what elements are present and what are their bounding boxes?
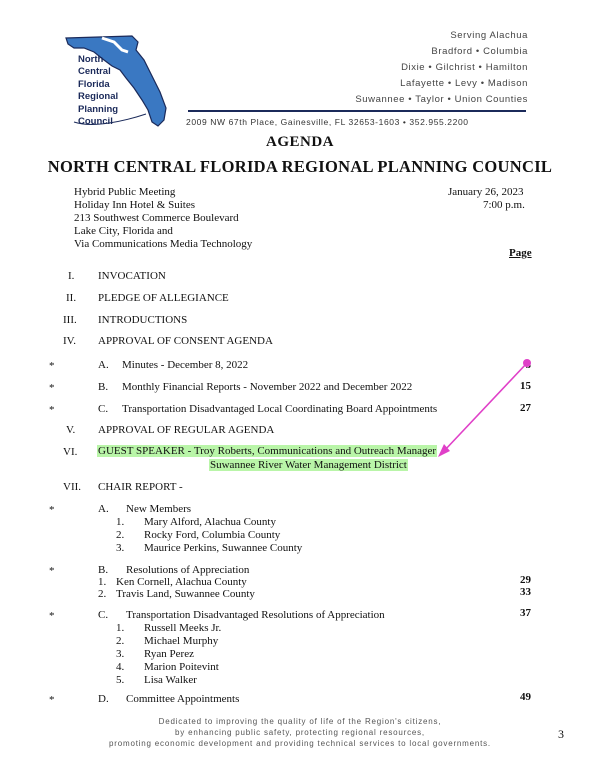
sub-item: Travis Land, Suwannee County bbox=[116, 588, 255, 600]
sub-number: 5. bbox=[116, 674, 125, 686]
page-ref: 33 bbox=[520, 586, 531, 598]
meeting-line: Hybrid Public Meeting bbox=[74, 186, 176, 198]
guest-speaker-organization: Suwannee River Water Management District bbox=[210, 459, 407, 471]
agenda-item-consent: APPROVAL OF CONSENT AGENDA bbox=[98, 335, 273, 347]
agenda-item-invocation: INVOCATION bbox=[98, 270, 166, 282]
consent-marker: * bbox=[49, 504, 55, 516]
footer-mission-statement: Dedicated to improving the quality of life of the Region's citizens, by enhancing public safety, protecting regional resources, promoting economic development and providing technical services to local governments. bbox=[109, 717, 491, 748]
agenda-item-introductions: INTRODUCTIONS bbox=[98, 314, 188, 326]
item-letter: C. bbox=[98, 403, 109, 415]
serving-line: Dixie • Gilchrist • Hamilton bbox=[401, 62, 528, 73]
sub-item: Michael Murphy bbox=[144, 635, 219, 647]
item-letter: A. bbox=[98, 503, 109, 515]
page-column-header: Page bbox=[509, 247, 532, 259]
sub-item: Mary Alford, Alachua County bbox=[144, 516, 276, 528]
consent-marker: * bbox=[49, 382, 55, 394]
page-ref: 49 bbox=[520, 691, 531, 703]
sub-number: 2. bbox=[98, 588, 107, 600]
sub-number: 1. bbox=[116, 516, 125, 528]
meeting-line: Via Communications Media Technology bbox=[74, 238, 253, 250]
letterhead-divider bbox=[188, 110, 526, 112]
agenda-item-resolutions: Resolutions of Appreciation bbox=[126, 564, 250, 576]
consent-marker: * bbox=[49, 404, 55, 416]
item-letter: B. bbox=[98, 381, 109, 393]
agenda-item-regular: APPROVAL OF REGULAR AGENDA bbox=[98, 424, 275, 436]
sub-item: Rocky Ford, Columbia County bbox=[144, 529, 281, 541]
meeting-line: Lake City, Florida and bbox=[74, 225, 173, 237]
item-number: IV. bbox=[63, 335, 76, 347]
page-ref: 27 bbox=[520, 402, 531, 414]
page-ref: 29 bbox=[520, 574, 531, 586]
sub-number: 3. bbox=[116, 648, 125, 660]
sub-item: Lisa Walker bbox=[144, 674, 197, 686]
consent-marker: * bbox=[49, 360, 55, 372]
page-ref: 15 bbox=[520, 380, 531, 392]
sub-number: 4. bbox=[116, 661, 125, 673]
item-letter: B. bbox=[98, 564, 109, 576]
serving-line: Lafayette • Levy • Madison bbox=[400, 78, 528, 89]
item-letter: C. bbox=[98, 609, 109, 621]
agenda-title: AGENDA bbox=[265, 134, 334, 150]
sub-item: Maurice Perkins, Suwannee County bbox=[144, 542, 303, 554]
page-ref: 37 bbox=[520, 607, 531, 619]
consent-marker: * bbox=[49, 694, 55, 706]
sub-item: Ryan Perez bbox=[144, 648, 194, 660]
agenda-item-new-members: New Members bbox=[126, 503, 192, 515]
item-letter: A. bbox=[98, 359, 109, 371]
sub-number: 2. bbox=[116, 635, 125, 647]
agenda-item-guest-speaker: GUEST SPEAKER - Troy Roberts, Communications and Outreach Manager bbox=[98, 445, 437, 457]
sub-number: 2. bbox=[116, 529, 125, 541]
item-number: I. bbox=[68, 270, 75, 282]
serving-line: Bradford • Columbia bbox=[431, 46, 528, 57]
agenda-item-chair-report: CHAIR REPORT - bbox=[98, 481, 183, 493]
item-letter: D. bbox=[98, 693, 109, 705]
council-logo-text: North Central Florida Regional Planning Council bbox=[78, 54, 119, 128]
council-title: NORTH CENTRAL FLORIDA REGIONAL PLANNING COUNCIL bbox=[47, 157, 553, 176]
agenda-item-td-resolutions: Transportation Disadvantaged Resolutions of Appreciation bbox=[126, 609, 385, 621]
sub-item: Marion Poitevint bbox=[144, 661, 219, 673]
item-number: VII. bbox=[63, 481, 82, 493]
item-number: V. bbox=[66, 424, 76, 436]
serving-line: Suwannee • Taylor • Union Counties bbox=[355, 94, 528, 105]
sub-item: Russell Meeks Jr. bbox=[144, 622, 222, 634]
sub-number: 1. bbox=[116, 622, 125, 634]
item-number: VI. bbox=[63, 446, 78, 458]
consent-marker: * bbox=[49, 610, 55, 622]
item-number: III. bbox=[63, 314, 77, 326]
sub-number: 3. bbox=[116, 542, 125, 554]
item-number: II. bbox=[66, 292, 77, 304]
sub-item: Ken Cornell, Alachua County bbox=[116, 576, 247, 588]
sub-number: 1. bbox=[98, 576, 107, 588]
agenda-item-minutes: Minutes - December 8, 2022 bbox=[122, 359, 249, 371]
serving-line: Serving Alachua bbox=[450, 30, 528, 41]
annotation-arrow-icon bbox=[420, 350, 540, 465]
agenda-item-committee-appointments: Committee Appointments bbox=[126, 693, 240, 705]
agenda-item-pledge: PLEDGE OF ALLEGIANCE bbox=[98, 292, 229, 304]
meeting-time: 7:00 p.m. bbox=[483, 199, 525, 211]
page-number: 3 bbox=[558, 727, 564, 741]
meeting-date: January 26, 2023 bbox=[448, 186, 524, 198]
meeting-line: 213 Southwest Commerce Boulevard bbox=[74, 212, 239, 224]
council-address: 2009 NW 67th Place, Gainesville, FL 32653-1603 • 352.955.2200 bbox=[186, 117, 469, 127]
agenda-item-financial-reports: Monthly Financial Reports - November 2022 and December 2022 bbox=[122, 381, 413, 393]
agenda-item-td-lcb-appointments: Transportation Disadvantaged Local Coordinating Board Appointments bbox=[122, 403, 438, 415]
meeting-line: Holiday Inn Hotel & Suites bbox=[74, 199, 195, 211]
consent-marker: * bbox=[49, 565, 55, 577]
